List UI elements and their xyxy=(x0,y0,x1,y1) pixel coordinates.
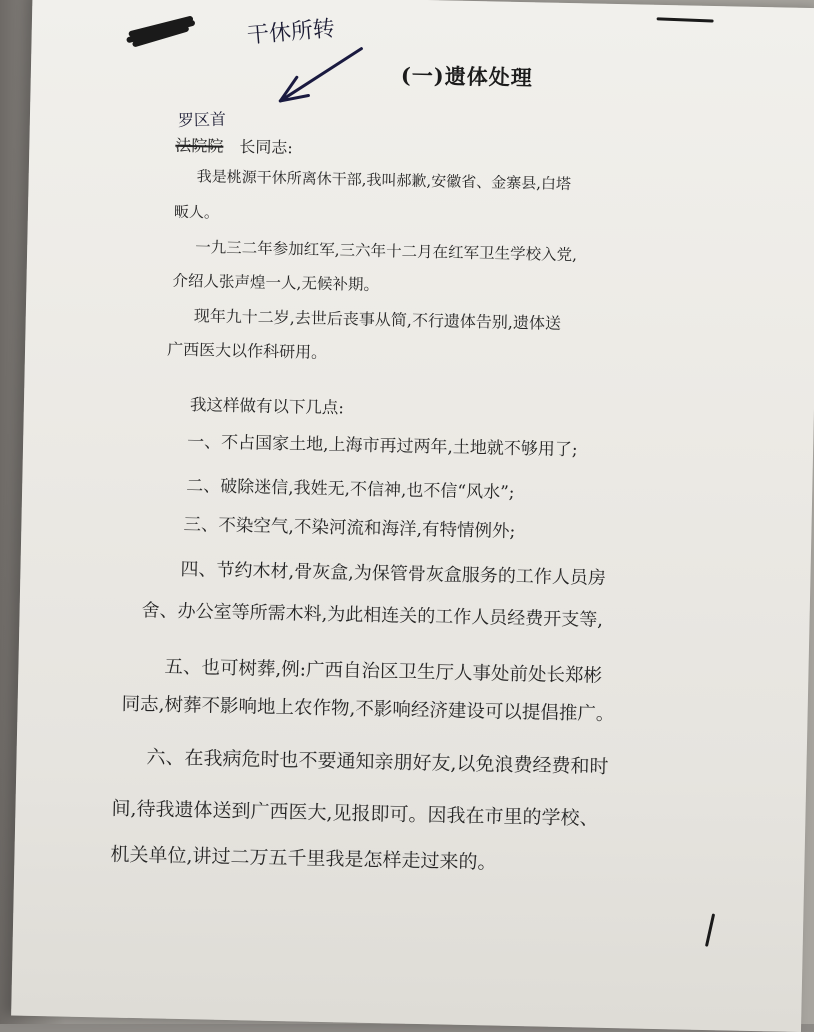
body-line: 四、节约木材,骨灰盒,为保管骨灰盒服务的工作人员房 xyxy=(180,558,607,589)
body-line: 六、在我病危时也不要通知亲朋好友,以免浪费经费和时 xyxy=(146,746,609,778)
pen-mark xyxy=(701,911,722,951)
body-line: 机关单位,讲过二万五千里我是怎样走过来的。 xyxy=(110,843,497,874)
body-line: 五、也可树葬,例:广西自治区卫生厅人事处前处长郑彬 xyxy=(164,656,603,687)
body-line: 现年九十二岁,去世后丧事从简,不行遗体告别,遗体送 xyxy=(193,306,562,333)
body-line: 一、不占国家土地,上海市再过两年,土地就不够用了; xyxy=(186,432,578,461)
struck-out-text: 法院院 xyxy=(175,135,224,156)
body-line: 一九三二年参加红军,三六年十二月在红军卫生学校入党, xyxy=(195,238,578,265)
body-line: 舍、办公室等所需木料,为此相连关的工作人员经费开支等, xyxy=(141,600,604,631)
body-line: 二、破除迷信,我姓无,不信神,也不信“风水”; xyxy=(186,476,515,503)
handwritten-correction: 罗区首 xyxy=(177,109,227,131)
body-line: 三、不染空气,不染河流和海洋,有特情例外; xyxy=(183,515,516,542)
body-line: 畈人。 xyxy=(173,202,220,222)
body-line: 同志,树葬不影响地上农作物,不影响经济建设可以提倡推广。 xyxy=(121,693,615,726)
body-line: 介绍人张声煌一人,无候补期。 xyxy=(172,271,380,295)
handwritten-note: 干休所转 xyxy=(246,16,336,49)
body-line: 我这样做有以下几点: xyxy=(189,395,345,418)
document-title: (一)遗体处理 xyxy=(400,62,534,91)
body-line: 广西医大以作科研用。 xyxy=(166,339,328,362)
document-page xyxy=(11,0,814,1032)
body-line: 我是桃源干休所离休干部,我叫郝歉,安徽省、金寨县,白塔 xyxy=(196,167,572,194)
body-line: 间,待我遗体送到广西医大,见报即可。因我在市里的学校、 xyxy=(111,797,599,830)
salutation: 长同志: xyxy=(239,137,293,158)
